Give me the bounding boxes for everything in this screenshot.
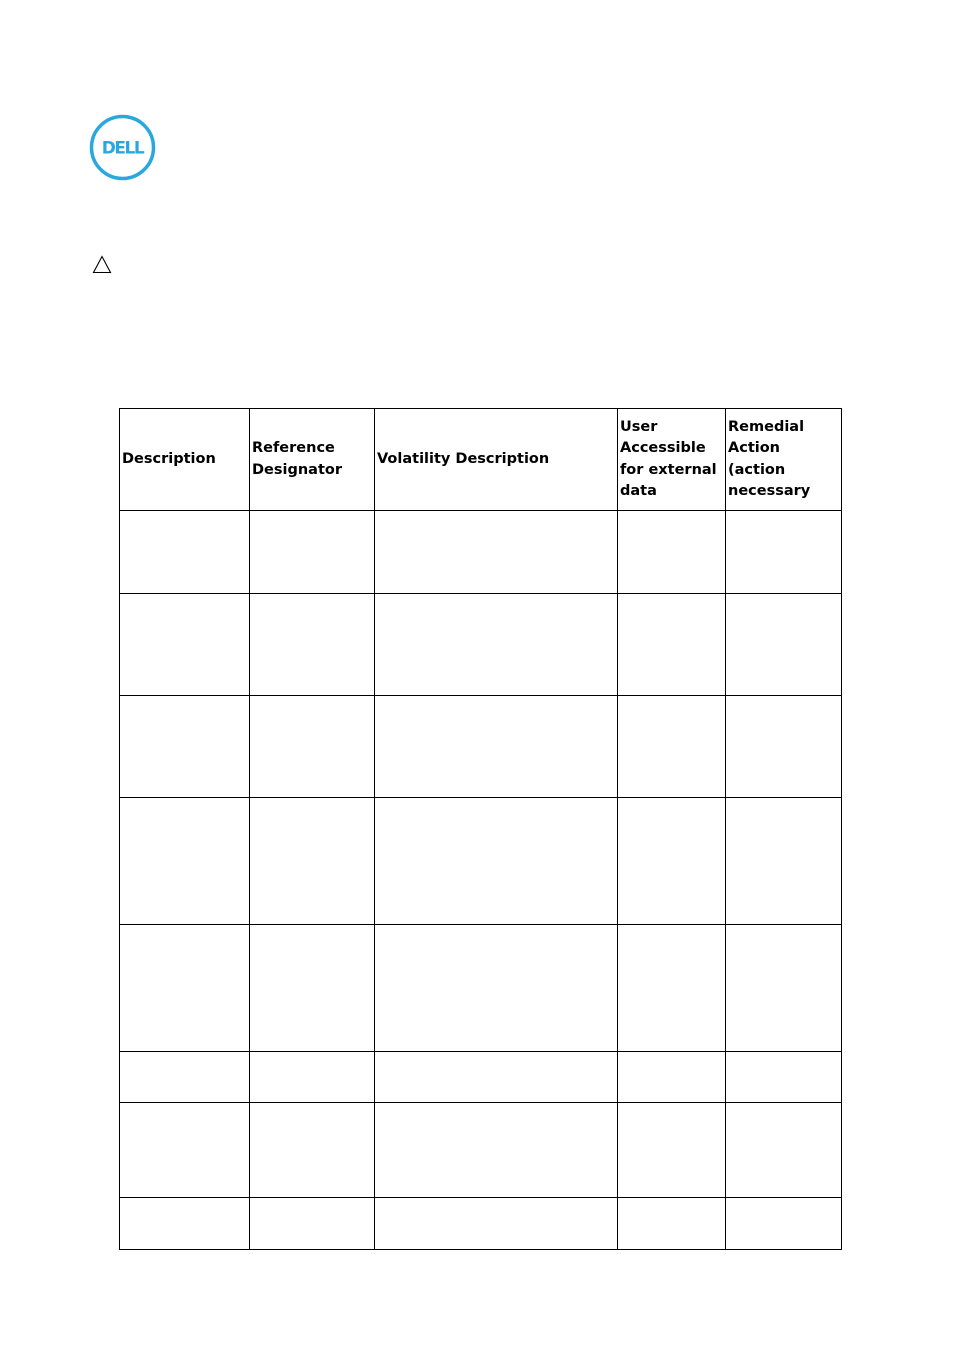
- table-cell: [250, 1103, 375, 1198]
- table-cell: [726, 1052, 842, 1103]
- table-row: [120, 925, 842, 1052]
- table-cell: [375, 925, 618, 1052]
- table-cell: [375, 798, 618, 925]
- table-cell: [726, 696, 842, 798]
- table-cell: [375, 1052, 618, 1103]
- table-cell: [120, 1198, 250, 1250]
- table-cell: [250, 511, 375, 594]
- table-cell: [618, 696, 726, 798]
- caution-triangle-icon: [92, 255, 112, 274]
- table-cell: [375, 696, 618, 798]
- table-cell: [618, 1052, 726, 1103]
- table-row: [120, 798, 842, 925]
- table-cell: [618, 594, 726, 696]
- table-cell: [618, 1198, 726, 1250]
- table-cell: [120, 594, 250, 696]
- table-cell: [375, 594, 618, 696]
- table-header-row: [120, 409, 842, 511]
- table-cell: [250, 594, 375, 696]
- table-cell: [120, 1103, 250, 1198]
- table-cell: [120, 696, 250, 798]
- table-cell: [618, 798, 726, 925]
- table-cell: [250, 1198, 375, 1250]
- table-cell: [120, 511, 250, 594]
- table-cell: [375, 1103, 618, 1198]
- table-cell: [726, 925, 842, 1052]
- table-cell: [726, 594, 842, 696]
- table-cell: [618, 511, 726, 594]
- table-row: [120, 1103, 842, 1198]
- svg-text:DELL: DELL: [101, 138, 144, 159]
- header-description: Description: [120, 409, 250, 511]
- dell-logo-icon: [89, 114, 156, 181]
- table-cell: [618, 1103, 726, 1198]
- table-cell: [120, 798, 250, 925]
- table-row: [120, 1052, 842, 1103]
- table-cell: [250, 696, 375, 798]
- table-cell: [375, 511, 618, 594]
- table-row: [120, 594, 842, 696]
- table-row: [120, 1198, 842, 1250]
- header-reference-designator: Reference Designator: [250, 409, 375, 511]
- volatility-table: [119, 408, 842, 1250]
- table-cell: [120, 925, 250, 1052]
- table-cell: [250, 798, 375, 925]
- table-cell: [120, 1052, 250, 1103]
- table-cell: [726, 1103, 842, 1198]
- header-volatility-description: Volatility Description: [375, 409, 618, 511]
- table-cell: [726, 511, 842, 594]
- table-cell: [726, 1198, 842, 1250]
- table-row: [120, 511, 842, 594]
- table-row: [120, 696, 842, 798]
- header-remedial-action: Remedial Action (action necessary: [726, 409, 842, 511]
- table-cell: [726, 798, 842, 925]
- table-cell: [250, 1052, 375, 1103]
- dell-logo: [89, 114, 156, 181]
- table-cell: [250, 925, 375, 1052]
- table-cell: [618, 925, 726, 1052]
- header-user-accessible: User Accessible for external data: [618, 409, 726, 511]
- table-cell: [375, 1198, 618, 1250]
